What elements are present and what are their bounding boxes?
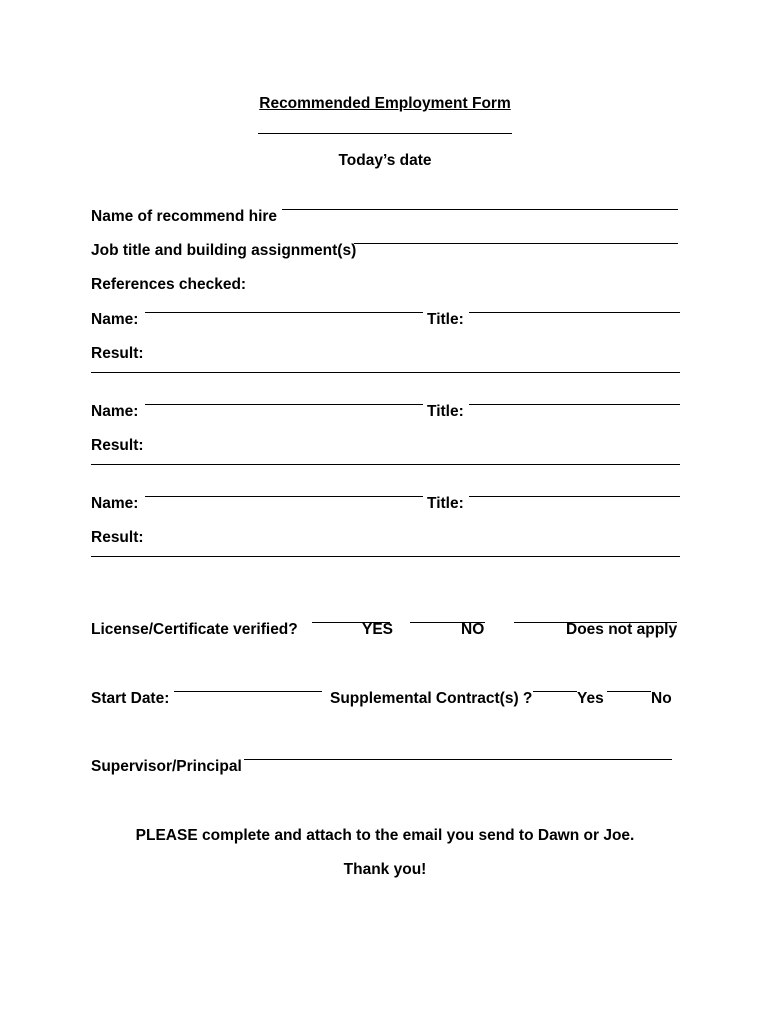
license-na-line[interactable]	[514, 622, 560, 623]
ref1-title-line[interactable]	[469, 312, 680, 313]
license-no-label: NO	[461, 621, 485, 638]
start-date-label: Start Date:	[91, 690, 170, 707]
license-no-line[interactable]	[410, 622, 454, 623]
supplemental-yes-line[interactable]	[533, 691, 577, 692]
license-yes-underline	[356, 622, 390, 623]
supplemental-label: Supplemental Contract(s) ?	[330, 690, 533, 707]
license-label: License/Certificate verified?	[91, 621, 298, 638]
supplemental-no-line[interactable]	[607, 691, 651, 692]
supplemental-yes-label: Yes	[577, 690, 604, 707]
ref2-name-line[interactable]	[145, 404, 423, 405]
ref2-result-label: Result:	[91, 437, 144, 454]
license-na-label: Does not apply	[566, 621, 678, 638]
license-yes-label: YES	[362, 621, 394, 638]
ref2-title-label: Title:	[427, 403, 464, 420]
thank-you-text: Thank you!	[343, 861, 427, 878]
supplemental-no-label: No	[651, 690, 672, 707]
instruction-text: PLEASE complete and attach to the email you send to Dawn or Joe.	[135, 827, 635, 844]
form-title: Recommended Employment Form	[259, 95, 511, 112]
ref2-title-line[interactable]	[469, 404, 680, 405]
ref3-title-line[interactable]	[469, 496, 680, 497]
ref3-name-label: Name:	[91, 495, 139, 512]
hire-name-line[interactable]	[282, 209, 678, 210]
ref1-result-line[interactable]	[91, 372, 680, 373]
license-no-underline	[454, 622, 485, 623]
start-date-line[interactable]	[174, 691, 322, 692]
ref2-name-label: Name:	[91, 403, 139, 420]
job-title-label: Job title and building assignment(s)	[91, 242, 357, 259]
references-heading: References checked:	[91, 276, 247, 293]
license-yes-line[interactable]	[312, 622, 356, 623]
license-na-underline	[560, 622, 677, 623]
job-title-line[interactable]	[354, 243, 678, 244]
supervisor-line[interactable]	[244, 759, 672, 760]
ref2-result-line[interactable]	[91, 464, 680, 465]
date-caption: Today’s date	[338, 152, 432, 169]
date-field-line[interactable]	[258, 133, 512, 134]
hire-name-label: Name of recommend hire	[91, 208, 278, 225]
ref1-name-line[interactable]	[145, 312, 423, 313]
ref3-title-label: Title:	[427, 495, 464, 512]
ref3-result-label: Result:	[91, 529, 144, 546]
ref1-name-label: Name:	[91, 311, 139, 328]
ref3-result-line[interactable]	[91, 556, 680, 557]
ref3-name-line[interactable]	[145, 496, 423, 497]
ref1-title-label: Title:	[427, 311, 464, 328]
supervisor-label: Supervisor/Principal	[91, 758, 242, 775]
ref1-result-label: Result:	[91, 345, 144, 362]
